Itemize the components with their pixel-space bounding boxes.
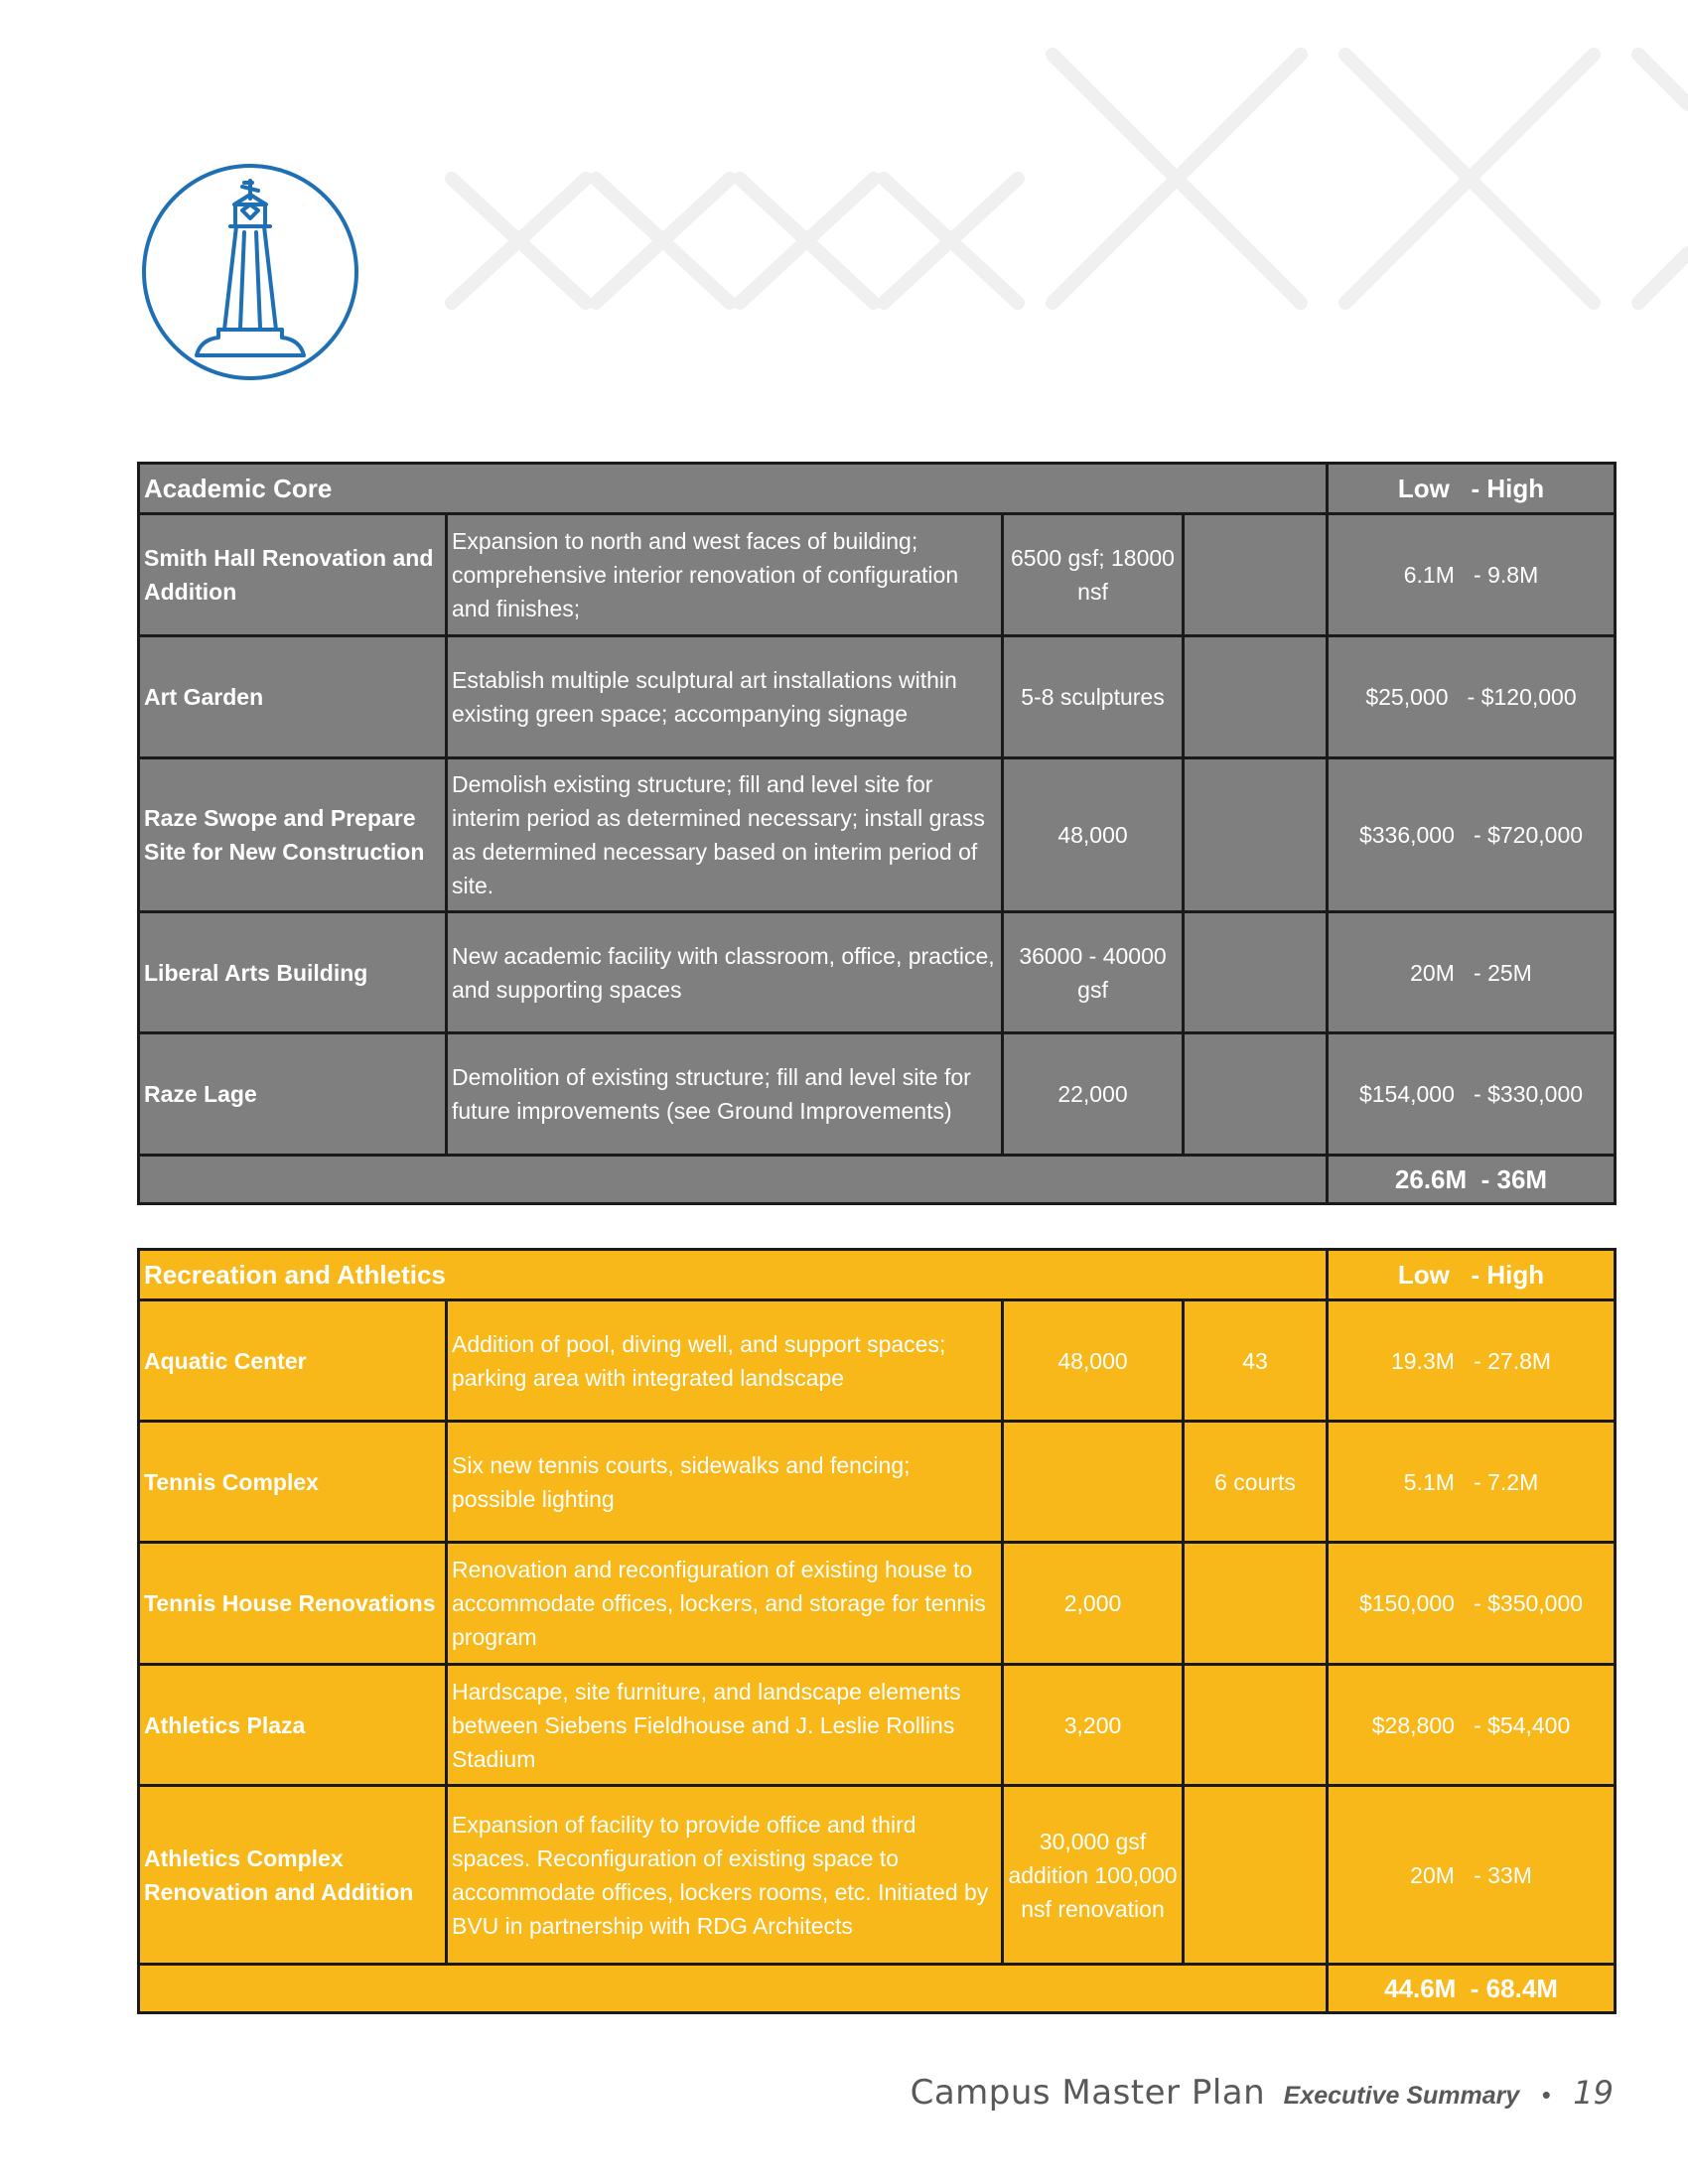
table-row bbox=[139, 758, 1616, 912]
project-cost-range: $150,000 - $350,000 bbox=[1328, 1543, 1616, 1665]
academic-core-table bbox=[137, 462, 1617, 1205]
project-description: Demolish existing structure; fill and level site for interim period as determined necessary; install grass as determined necessary based on interim period of site. bbox=[447, 758, 1003, 912]
project-name: Smith Hall Renovation and Addition bbox=[139, 514, 447, 636]
recreation-athletics-table bbox=[137, 1248, 1617, 2014]
lighthouse-tower-icon bbox=[139, 161, 361, 383]
project-description: Expansion to north and west faces of building; comprehensive interior renovation of configuration and finishes; bbox=[447, 514, 1003, 636]
table-row bbox=[139, 1300, 1616, 1422]
project-name: Liberal Arts Building bbox=[139, 912, 447, 1033]
project-name: Athletics Complex Renovation and Addition bbox=[139, 1786, 447, 1965]
project-quantity-secondary bbox=[1184, 1033, 1328, 1156]
project-cost-range: 20M - 33M bbox=[1328, 1786, 1616, 1965]
project-quantity-secondary bbox=[1184, 1543, 1328, 1665]
project-name: Aquatic Center bbox=[139, 1300, 447, 1422]
project-description: Renovation and reconfiguration of existing house to accommodate offices, lockers, and storage for tennis program bbox=[447, 1543, 1003, 1665]
project-quantity-secondary bbox=[1184, 1665, 1328, 1786]
project-description: Hardscape, site furniture, and landscape elements between Siebens Fieldhouse and J. Leslie Rollins Stadium bbox=[447, 1665, 1003, 1786]
project-quantity-secondary: 43 bbox=[1184, 1300, 1328, 1422]
range-header: Low - High bbox=[1328, 464, 1616, 514]
range-header: Low - High bbox=[1328, 1250, 1616, 1300]
project-quantity: 48,000 bbox=[1003, 1300, 1184, 1422]
project-quantity-secondary bbox=[1184, 912, 1328, 1033]
table-row bbox=[139, 514, 1616, 636]
project-quantity: 22,000 bbox=[1003, 1033, 1184, 1156]
project-name: Raze Swope and Prepare Site for New Construction bbox=[139, 758, 447, 912]
project-quantity: 48,000 bbox=[1003, 758, 1184, 912]
table-row bbox=[139, 636, 1616, 758]
project-cost-range: $28,800 - $54,400 bbox=[1328, 1665, 1616, 1786]
project-name: Athletics Plaza bbox=[139, 1665, 447, 1786]
table-row bbox=[139, 1665, 1616, 1786]
project-cost-range: $25,000 - $120,000 bbox=[1328, 636, 1616, 758]
footer-bullet: • bbox=[1541, 2080, 1551, 2110]
project-cost-range: 19.3M - 27.8M bbox=[1328, 1300, 1616, 1422]
project-description: Six new tennis courts, sidewalks and fencing; possible lighting bbox=[447, 1422, 1003, 1543]
section-header-row bbox=[139, 464, 1616, 514]
project-cost-range: 6.1M - 9.8M bbox=[1328, 514, 1616, 636]
project-quantity: 6500 gsf; 18000 nsf bbox=[1003, 514, 1184, 636]
project-quantity bbox=[1003, 1422, 1184, 1543]
section-total-row bbox=[139, 1156, 1616, 1204]
total-spacer bbox=[139, 1156, 1328, 1204]
project-quantity-secondary bbox=[1184, 514, 1328, 636]
section-title: Academic Core bbox=[139, 464, 1328, 514]
project-cost-range: $336,000 - $720,000 bbox=[1328, 758, 1616, 912]
document-title: Campus Master Plan bbox=[910, 2073, 1266, 2113]
project-quantity: 30,000 gsf addition 100,000 nsf renovation bbox=[1003, 1786, 1184, 1965]
section-title: Recreation and Athletics bbox=[139, 1250, 1328, 1300]
project-cost-range: 20M - 25M bbox=[1328, 912, 1616, 1033]
project-quantity-secondary: 6 courts bbox=[1184, 1422, 1328, 1543]
project-description: Addition of pool, diving well, and support spaces; parking area with integrated landscape bbox=[447, 1300, 1003, 1422]
section-total-row bbox=[139, 1965, 1616, 2013]
table-row bbox=[139, 1033, 1616, 1156]
project-name: Raze Lage bbox=[139, 1033, 447, 1156]
project-cost-range: 5.1M - 7.2M bbox=[1328, 1422, 1616, 1543]
project-description: New academic facility with classroom, office, practice, and supporting spaces bbox=[447, 912, 1003, 1033]
table-row bbox=[139, 1422, 1616, 1543]
project-description: Establish multiple sculptural art installations within existing green space; accompanying signage bbox=[447, 636, 1003, 758]
document-subtitle: Executive Summary bbox=[1283, 2082, 1520, 2110]
table-row bbox=[139, 912, 1616, 1033]
page-footer bbox=[911, 2073, 1614, 2113]
page-number: 19 bbox=[1573, 2074, 1614, 2112]
project-name: Tennis Complex bbox=[139, 1422, 447, 1543]
project-quantity: 36000 - 40000 gsf bbox=[1003, 912, 1184, 1033]
project-quantity: 2,000 bbox=[1003, 1543, 1184, 1665]
project-description: Demolition of existing structure; fill and level site for future improvements (see Ground Improvements) bbox=[447, 1033, 1003, 1156]
project-quantity-secondary bbox=[1184, 758, 1328, 912]
project-quantity-secondary bbox=[1184, 1786, 1328, 1965]
project-quantity-secondary bbox=[1184, 636, 1328, 758]
table-row bbox=[139, 1543, 1616, 1665]
project-description: Expansion of facility to provide office and third spaces. Reconfiguration of existing space to accommodate offices, lockers rooms, etc. Initiated by BVU in partnership with RDG Architects bbox=[447, 1786, 1003, 1965]
section-total: 44.6M - 68.4M bbox=[1328, 1965, 1616, 2013]
project-quantity: 5-8 sculptures bbox=[1003, 636, 1184, 758]
project-name: Art Garden bbox=[139, 636, 447, 758]
project-cost-range: $154,000 - $330,000 bbox=[1328, 1033, 1616, 1156]
section-total: 26.6M - 36M bbox=[1328, 1156, 1616, 1204]
section-header-row bbox=[139, 1250, 1616, 1300]
total-spacer bbox=[139, 1965, 1328, 2013]
project-name: Tennis House Renovations bbox=[139, 1543, 447, 1665]
table-row bbox=[139, 1786, 1616, 1965]
project-quantity: 3,200 bbox=[1003, 1665, 1184, 1786]
